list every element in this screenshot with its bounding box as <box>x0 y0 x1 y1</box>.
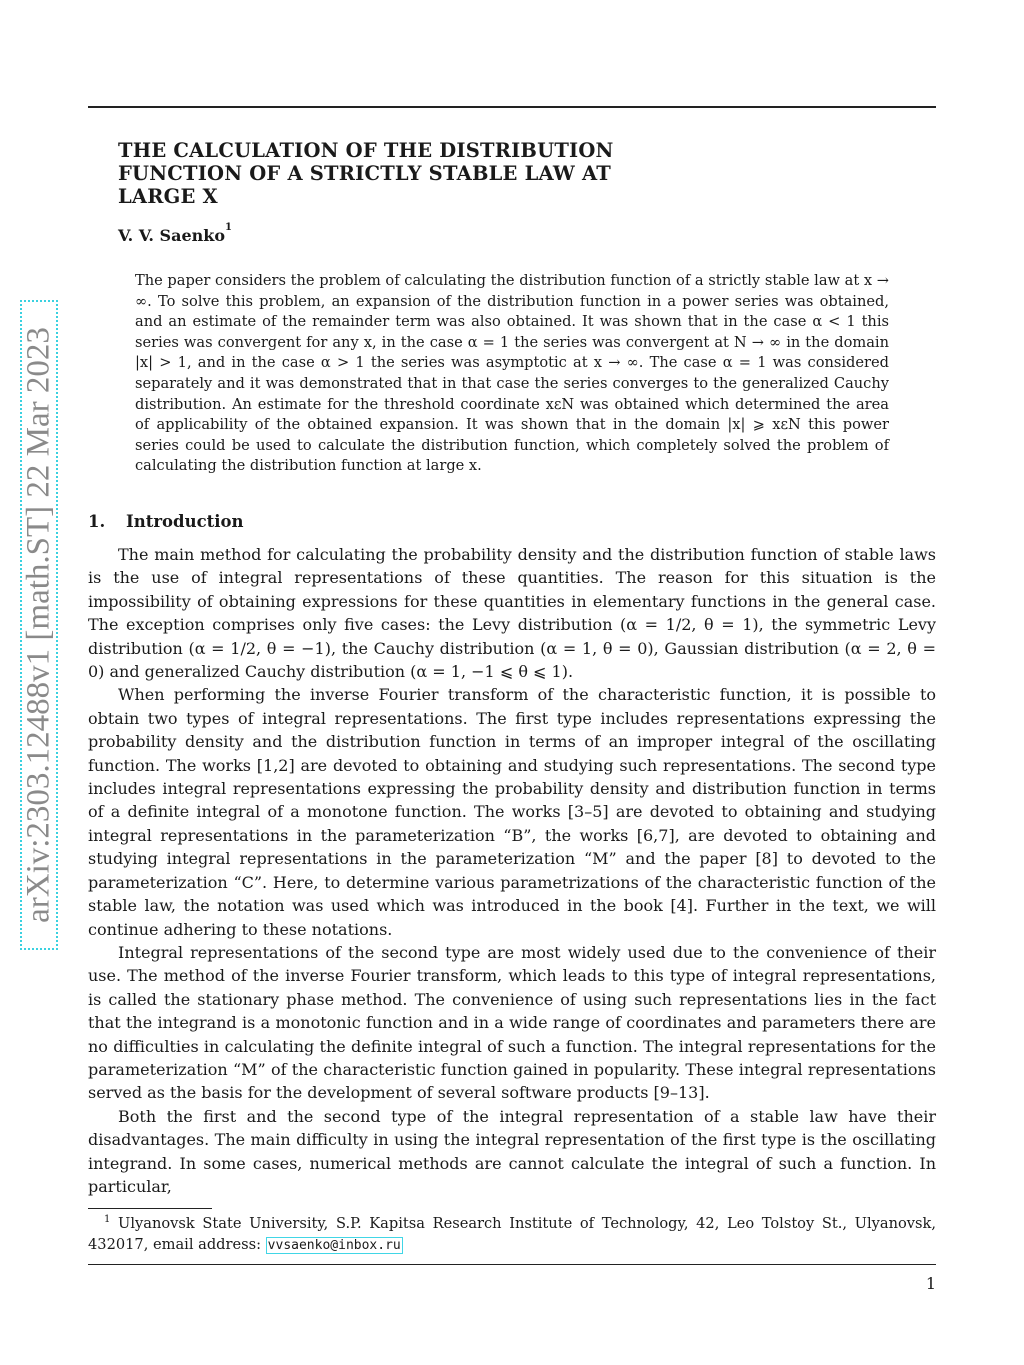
author <box>118 222 232 245</box>
arxiv-stamp-text: arXiv:2303.12488v1 [math.ST] 22 Mar 2023 <box>20 327 57 923</box>
arxiv-stamp[interactable] <box>20 300 58 950</box>
paragraph: When performing the inverse Fourier transform of the characteristic function, it is possible to obtain two types of integral representations. The first type includes representations expressing the probability density and the distribution function in terms of an improper integral of the oscillating function. The works [1,2] are devoted to obtaining and studying such representations. The second type includes integral representations expressing the probability density and distribution function in terms of a definite integral of a monotone function. The works [3–5] are devoted to obtaining and studying integral representations in the parameterization “B”, the works [6,7], are devoted to obtaining and studying integral representations in the parameterization “M” and the paper [8] to devoted to the parameterization “C”. Here, to determine various parametrizations of the characteristic function of the stable law, the notation was used which was introduced in the book [4]. Further in the text, we will continue adhering to these notations. <box>88 685 936 939</box>
email-link[interactable]: vvsaenko@inbox.ru <box>267 1238 401 1253</box>
section-heading <box>88 512 244 531</box>
paper-title: THE CALCULATION OF THE DISTRIBUTION FUNCTION OF A STRICTLY STABLE LAW AT LARGE X <box>118 139 614 208</box>
footnote-mark: 1 <box>104 1214 111 1225</box>
paragraph: The main method for calculating the probability density and the distribution function of stable laws is the use of integral representations of these quantities. The reason for this situation is the impossibility of obtaining expressions for these quantities in elementary functions in the general case. The exception comprises only five cases: the Levy distribution (α = 1/2, θ = 1), the symmetric Levy distribution (α = 1/2, θ = −1), the Cauchy distribution (α = 1, θ = 0), Gaussian distribution (α = 2, θ = 0) and generalized Cauchy distribution (α = 1, −1 ⩽ θ ⩽ 1). <box>88 545 936 682</box>
paragraph: Integral representations of the second type are most widely used due to the convenience of their use. The method of the inverse Fourier transform, which leads to this type of integral representations, is called the stationary phase method. The convenience of using such representations lies in the fact that the integrand is a monotonic function and in a wide range of coordinates and parameters there are no difficulties in calculating the definite integral of such a function. The integral representations for the parameterization “M” of the characteristic function gained in popularity. These integral representations served as the basis for the development of several software products [9–13]. <box>88 942 936 1103</box>
footnote-rule <box>88 1208 212 1209</box>
paragraph: Both the first and the second type of the integral representation of a stable law have their disadvantages. The main difficulty in using the integral representation of the first type is the oscillating integrand. In some cases, numerical methods are cannot calculate the integral of such a function. In particular, <box>88 1106 936 1196</box>
abstract: The paper considers the problem of calculating the distribution function of a strictly stable law at x → ∞. To solve this problem, an expansion of the distribution function in a power series was obtained, and an estimate of the remainder term was also obtained. It was shown that in the case α < 1 this series was convergent for any x, in the case α = 1 the series was convergent at N → ∞ in the domain |x| > 1, and in the case α > 1 the series was asymptotic at x → ∞. The case α = 1 was considered separately and it was demonstrated that in that case the series converges to the generalized Cauchy distribution. An estimate for the threshold coordinate xεN was obtained which determined the area of applicability of the obtained expansion. It was shown that in the domain |x| ⩾ xεN this power series could be used to calculate the distribution function, which completely solved the problem of calculating the distribution function at large x. <box>135 272 889 475</box>
author-footnote-mark: 1 <box>225 222 232 233</box>
footer-rule <box>88 1264 936 1265</box>
section-number: 1. <box>88 512 106 531</box>
header-rule <box>88 106 936 108</box>
footnote <box>88 1213 936 1256</box>
footnote-text: Ulyanovsk State University, S.P. Kapitsa Research Institute of Technology, 42, Leo Tolstoy St., Ulyanovsk, 432017, email address: <box>88 1215 936 1253</box>
body-text <box>88 543 936 1198</box>
section-title: Introduction <box>126 512 244 531</box>
page-number: 1 <box>925 1274 936 1293</box>
author-name: V. V. Saenko <box>118 226 226 245</box>
